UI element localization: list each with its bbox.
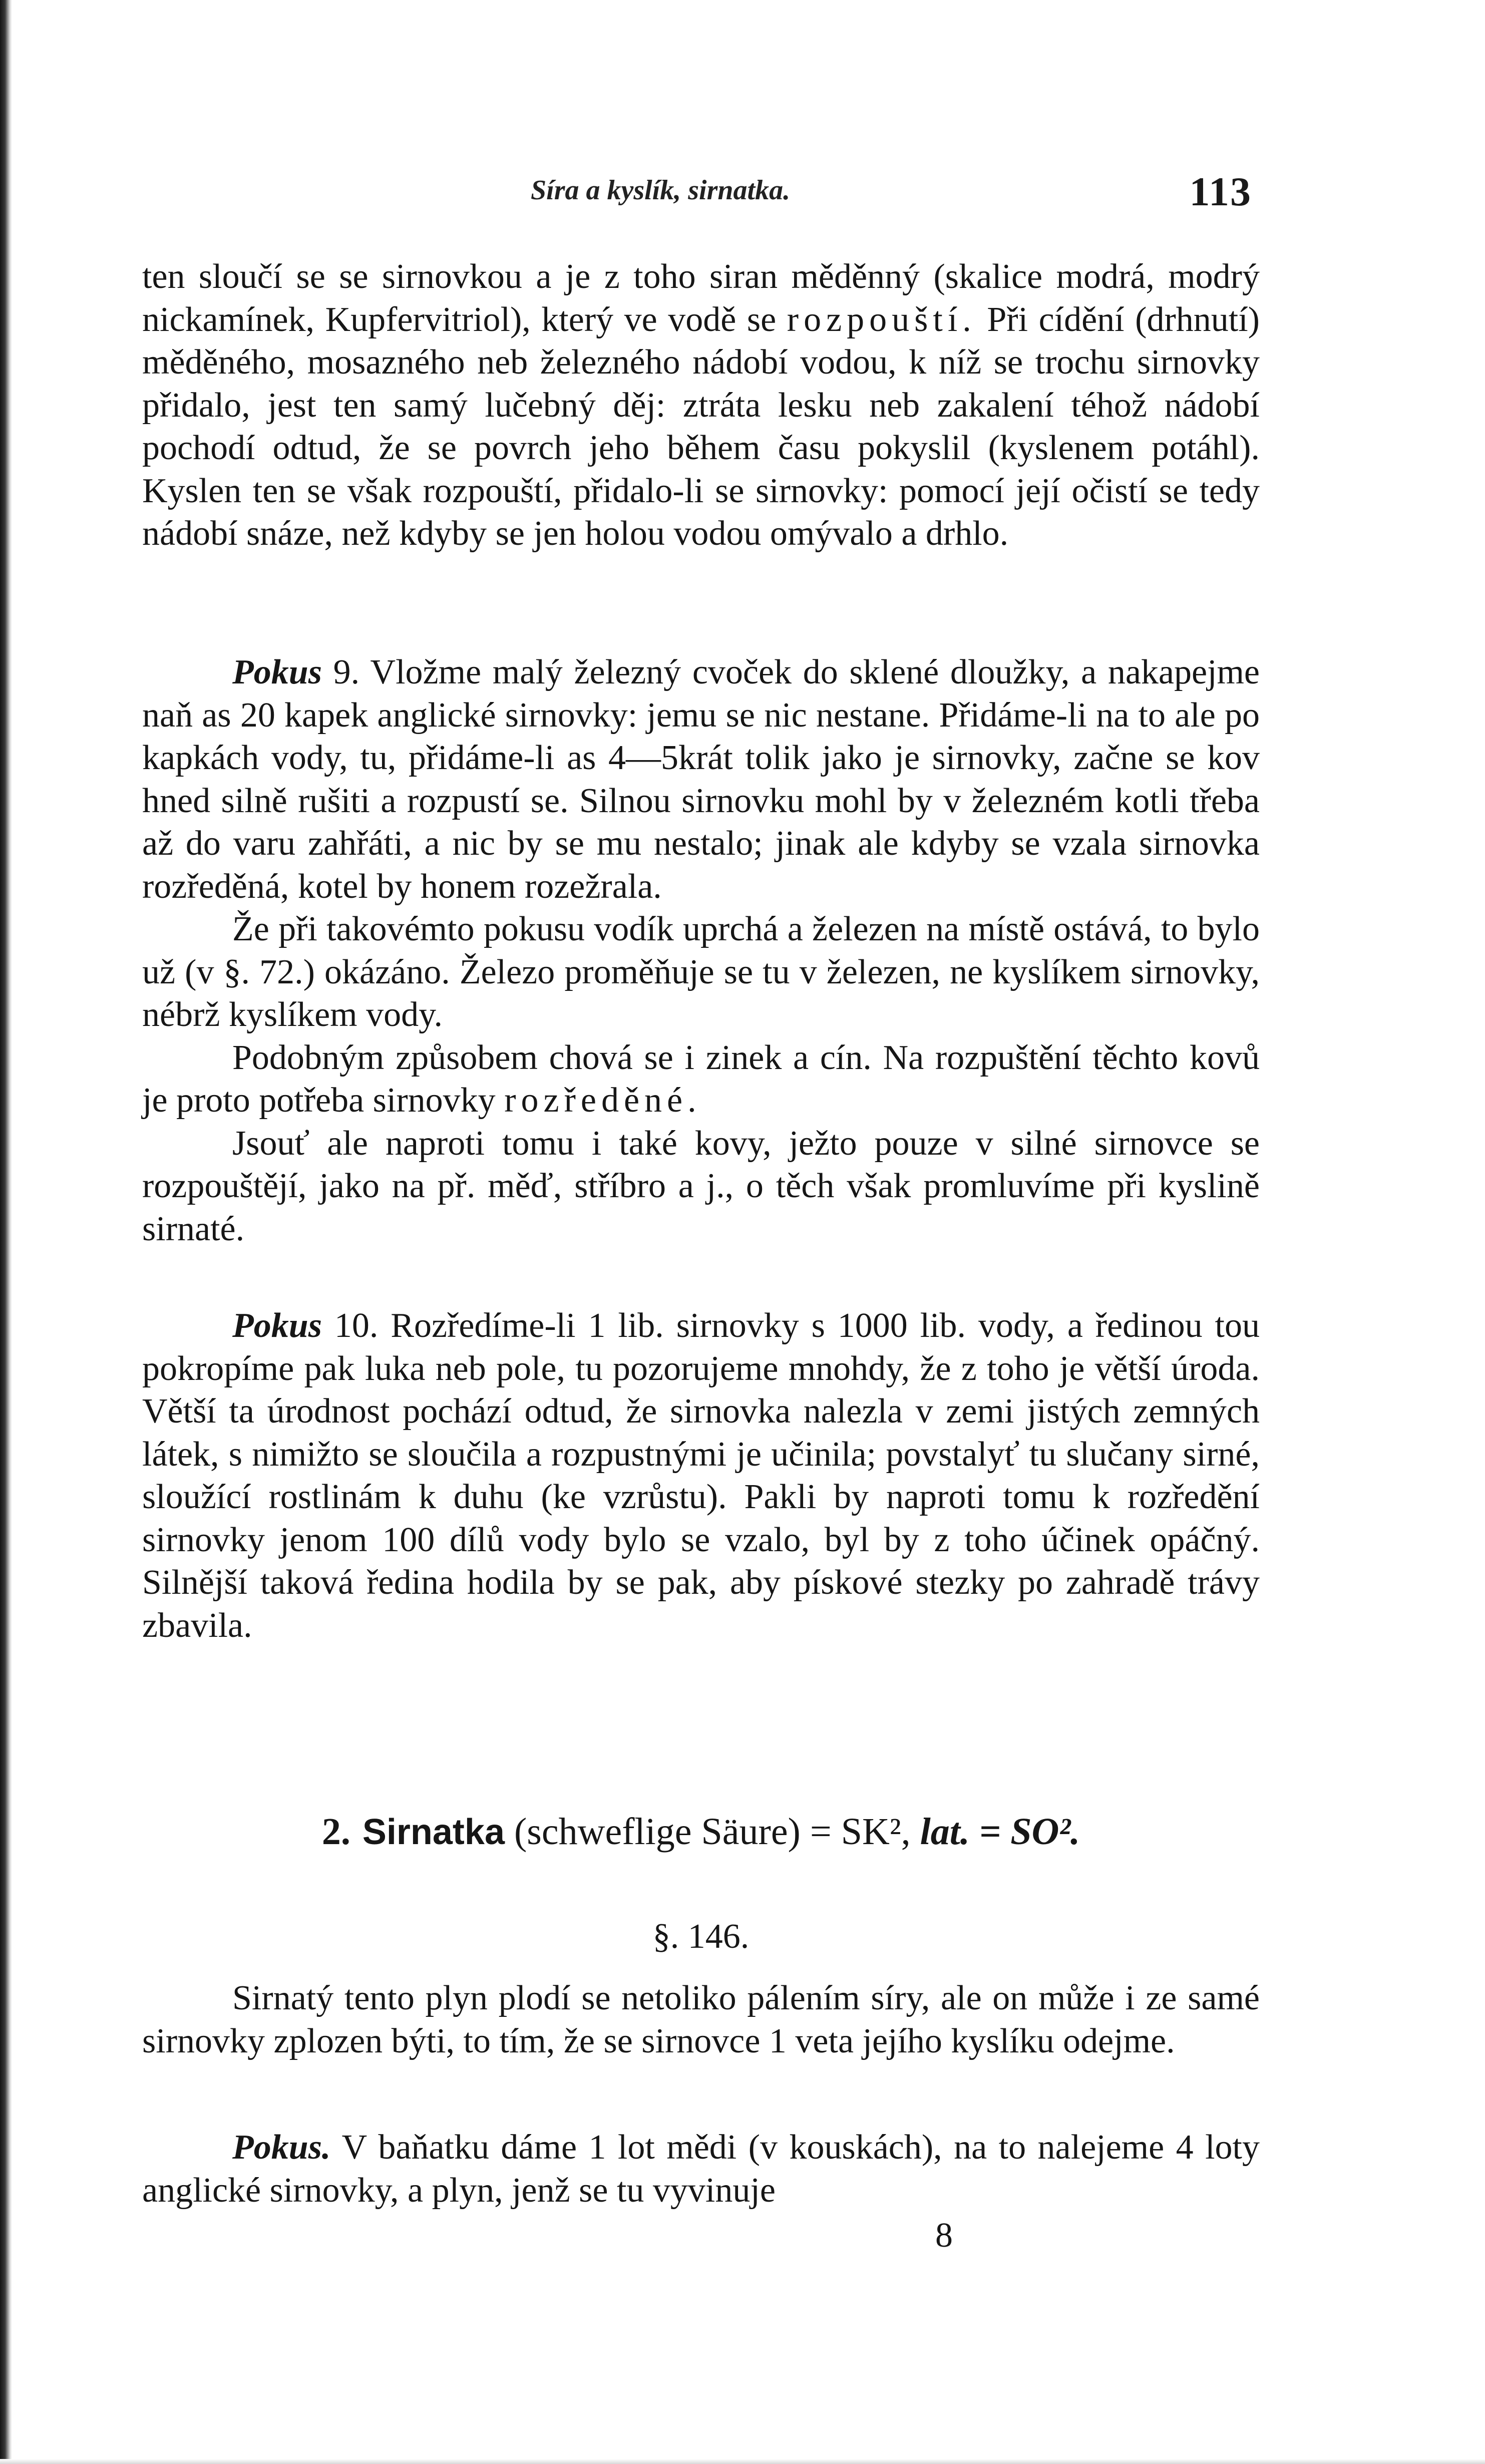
page-number: 113 [1189, 169, 1252, 214]
text-block-experiment-9 [142, 651, 1260, 1250]
section-name: Sirnatka [362, 1812, 505, 1852]
text-block-intro [142, 255, 1260, 555]
section-german-formula: (schweflige Säure) = SK², [514, 1811, 920, 1853]
page-bottom-edge [0, 2459, 1485, 2464]
paragraph-zinek [142, 1036, 1260, 1122]
experiment-9-label: Pokus [232, 653, 322, 691]
section-heading-sirnatka [142, 1810, 1260, 1854]
section-latin-formula: lat. = SO². [920, 1811, 1080, 1853]
paragraph-skalice-rest: Při cídění (drhnutí) měděného, mosazného neb železného nádobí vodou, k níž se trochu sirnovky přidalo, jest ten samý lučebný děj: ztráta lesku neb zakalení téhož nádobí pochodí odtud, že se povrch jeho během času pokyslil (kyslenem potáhl). Kyslen ten se však rozpouští, přidalo-li se sirnovky: pomocí její očistí se tedy nádobí snáze, než kdyby se jen holou vodou omývalo a drhlo. [142, 300, 1260, 553]
signature-mark: 8 [935, 2216, 953, 2255]
experiment-last-label: Pokus. [232, 2128, 331, 2167]
paragraph-mark: §. 146. [652, 1917, 750, 1956]
paragraph-experiment-last [142, 2126, 1260, 2212]
paragraph-vodik: Že při takovémto pokusu vodík uprchá a železen na místě ostává, to bylo už (v §. 72.) okázáno. Železo proměňuje se tu v železen, ne kyslíkem sirnovky, nébrž kyslíkem vody. [142, 910, 1260, 1034]
paragraph-zinek-text: Podobným způsobem chová se i zinek a cín. Na rozpuštění těchto kovů je proto potřeba sirnovky [142, 1038, 1260, 1120]
paragraph-kovy: Jsouť ale naproti tomu i také kovy, ježto pouze v silné sirnovce se rozpouštějí, jako na př. měď, stříbro a j., o těch však promluvíme při kyslině sirnaté. [142, 1124, 1260, 1248]
text-block-sirnaty [142, 1977, 1260, 2062]
paragraph-skalice-text: ten sloučí se se sirnovkou a je z toho siran měděnný (skalice modrá, modrý nickamínek, Kupfervitriol), který ve vodě se [142, 257, 1260, 339]
paragraph-experiment-9 [142, 651, 1260, 908]
running-head: Síra a kyslík, sirnatka. [531, 175, 791, 206]
paragraph-experiment-10 [142, 1304, 1260, 1647]
paragraph-skalice [142, 255, 1260, 555]
experiment-10-label: Pokus [232, 1306, 322, 1345]
experiment-9-text: 9. Vložme malý železný cvoček do sklené dloužky, a nakapejme naň as 20 kapek anglické sirnovky: jemu se nic nestane. Přidáme-li na to ale po kapkách vody, tu, přidáme-li as 4—5krát tolik jako je sirnovky, začne se kov hned silně rušiti a rozpustí se. Silnou sirnovku mohl by v železném kotli třeba až do varu zahřáti, a nic by se mu nestalo; jinak ale kdyby se vzala sirnovka rozředěná, kotel by honem rozežrala. [142, 653, 1260, 906]
spaced-word-rozredene: rozředěné. [504, 1081, 701, 1120]
experiment-10-text: 10. Rozředíme-li 1 lib. sirnovky s 1000 lib. vody, a ředinou tou pokropíme pak luka neb pole, tu pozorujeme mnohdy, že z toho je větší úroda. Větší ta úrodnost pochází odtud, že sirnovka nalezla v zemi jistých zemných látek, s nimižto se sloučila a rozpustnými je učinila; povstalyť tu slučany sirné, sloužící rostlinám k duhu (ke vzrůstu). Pakli by naproti tomu k rozředění sirnovky jenom 100 dílů vody bylo se vzalo, byl by z toho účinek opáčný. Silnější taková ředina hodila by se pak, aby pískové stezky po zahradě trávy zbavila. [142, 1306, 1260, 1645]
experiment-last-text: V baňatku dáme 1 lot mědi (v kouskách), na to nalejeme 4 loty anglické sirnovky, a plyn, jenž se tu vyvinuje [142, 2128, 1260, 2210]
spaced-word-rozpousti: rozpouští. [787, 300, 976, 339]
page-spine-shadow [0, 0, 12, 2464]
text-block-experiment-last [142, 2126, 1260, 2212]
section-number: 2. [321, 1811, 350, 1853]
text-block-experiment-10 [142, 1304, 1260, 1647]
paragraph-sirnaty: Sirnatý tento plyn plodí se netoliko pálením síry, ale on může i ze samé sirnovky zplozen býti, to tím, že se sirnovce 1 veta jejího kyslíku odejme. [142, 1979, 1260, 2060]
